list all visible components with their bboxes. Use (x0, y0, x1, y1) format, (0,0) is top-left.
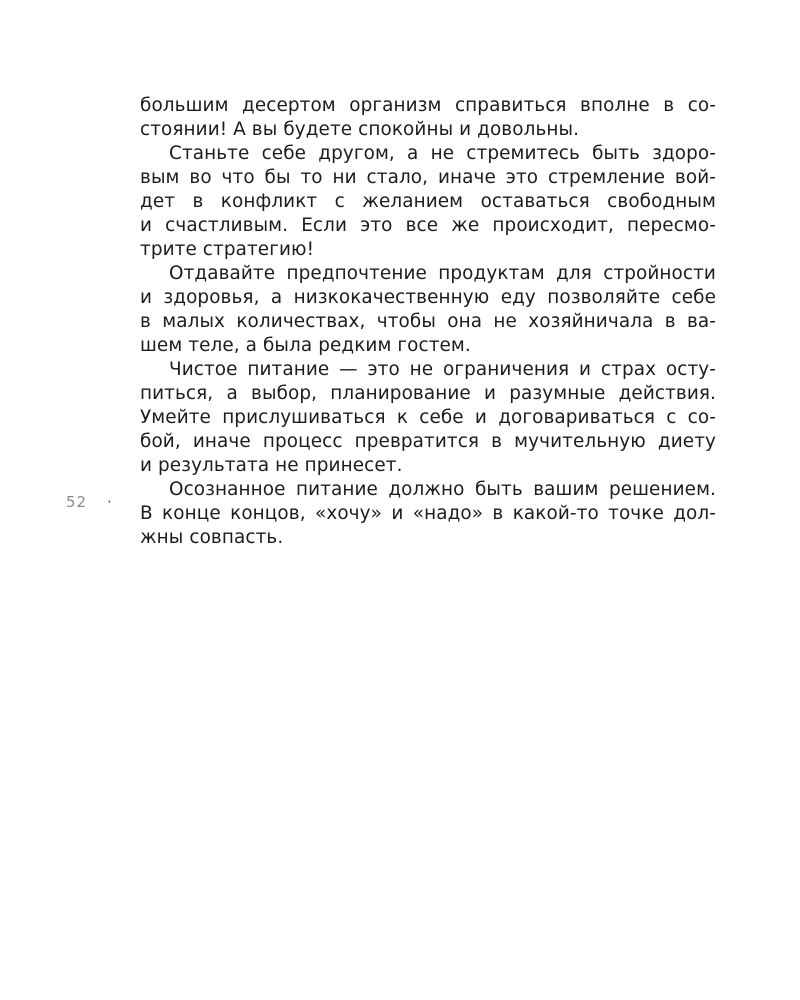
page-marker-dot: · (107, 493, 112, 511)
text-line: бой, иначе процесс превратится в мучительную диету (140, 431, 716, 452)
text-line: питься, а выбор, планирование и разумные действия. (140, 383, 716, 404)
body-text (140, 94, 716, 550)
text-line: В конце концов, «хочу» и «надо» в какой-то точке дол- (140, 503, 716, 524)
text-line: и результата не принесет. (140, 455, 403, 476)
text-line: в малых количествах, чтобы она не хозяйничала в ва- (140, 311, 716, 332)
text-line: и здоровья, а низкокачественную еду позволяйте себе (140, 287, 716, 308)
text-line: и счастливым. Если это все же происходит, пересмо- (140, 215, 716, 236)
text-line: дет в конфликт с желанием оставаться свободным (140, 191, 716, 212)
text-line: Станьте себе другом, а не стремитесь быть здоро- (169, 143, 716, 164)
text-line: Осознанное питание должно быть вашим решением. (169, 479, 716, 500)
page-number: 52 (66, 493, 88, 511)
text-line: жны совпасть. (140, 527, 284, 548)
text-line: Чистое питание — это не ограничения и страх осту- (169, 359, 716, 380)
text-line: Отдавайте предпочтение продуктам для стройности (169, 263, 716, 284)
text-line: большим десертом организм справиться вполне в со- (140, 95, 716, 116)
text-line: трите стратегию! (140, 239, 315, 260)
text-line: шем теле, а была редким гостем. (140, 335, 471, 356)
text-line: вым во что бы то ни стало, иначе это стремление вой- (140, 167, 716, 188)
text-line: стоянии! А вы будете спокойны и довольны. (140, 119, 580, 140)
text-line: Умейте прислушиваться к себе и договариваться с со- (140, 407, 716, 428)
